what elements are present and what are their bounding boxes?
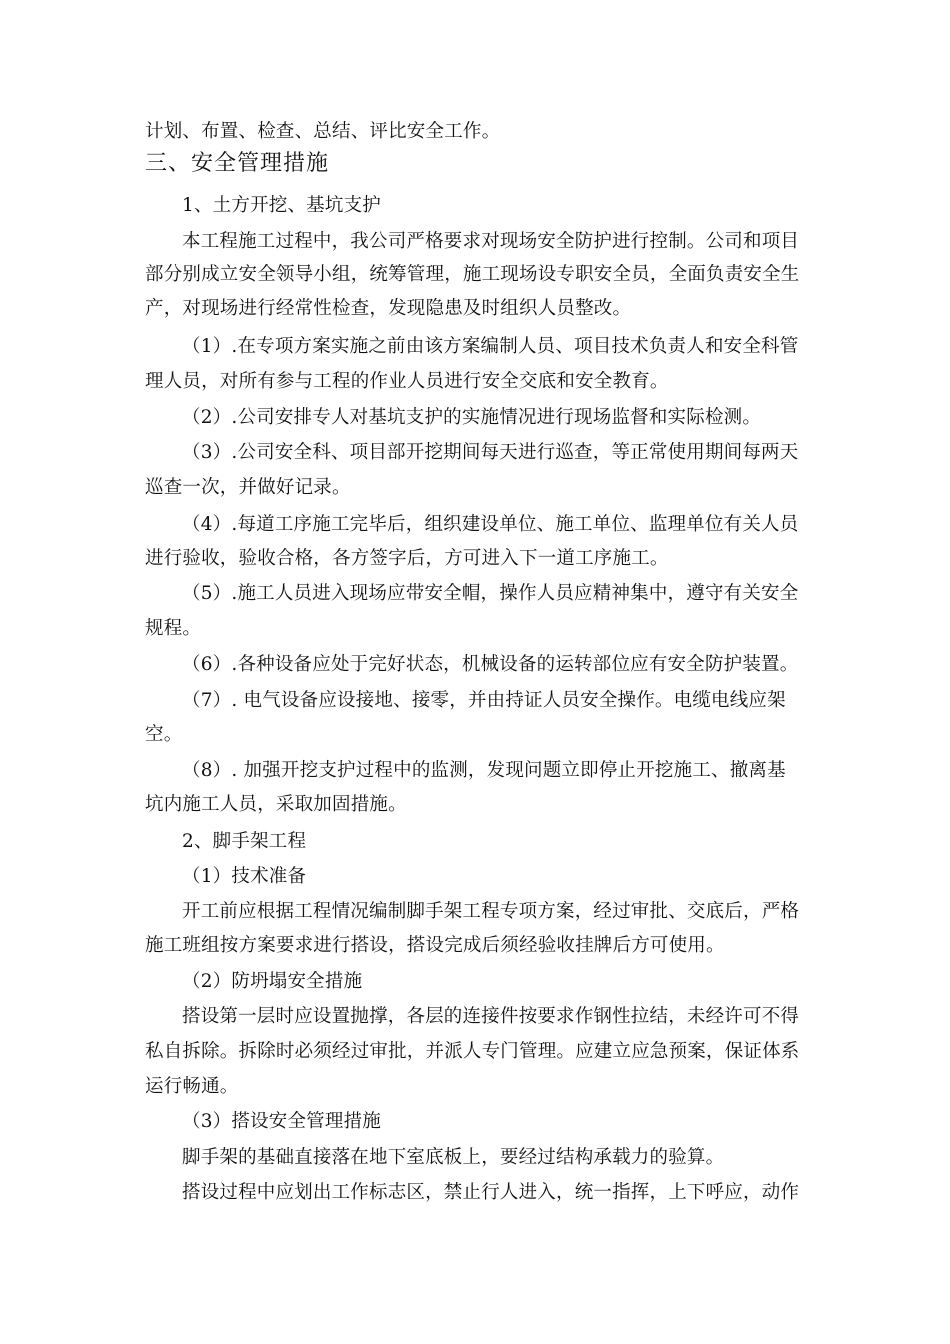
list-item-line: （5）.施工人员进入现场应带安全帽，操作人员应精神集中，遵守有关安全 — [182, 583, 799, 604]
subsection-heading: 2、脚手架工程 — [182, 831, 307, 852]
list-item-line: （8）. 加强开挖支护过程中的监测，发现问题立即停止开挖施工、撤离基 — [182, 760, 786, 781]
list-item-line: 进行验收，验收合格，各方签字后，方可进入下一道工序施工。 — [145, 548, 669, 569]
list-item-line: 空。 — [145, 724, 183, 745]
subsection-heading: （1）技术准备 — [182, 866, 307, 887]
list-item-line: （4）.每道工序施工完毕后，组织建设单位、施工单位、监理单位有关人员 — [182, 514, 799, 535]
paragraph-line: 产，对现场进行经常性检查，发现隐患及时组织人员整改。 — [145, 298, 632, 319]
paragraph-line: 施工班组按方案要求进行搭设，搭设完成后须经验收挂牌后方可使用。 — [145, 935, 725, 956]
list-item-line: （1）.在专项方案实施之前由该方案编制人员、项目技术负责人和安全科管 — [182, 336, 799, 357]
subsection-heading: 1、土方开挖、基坑支护 — [182, 195, 381, 216]
text-line: 计划、布置、检查、总结、评比安全工作。 — [145, 121, 501, 142]
paragraph-line: 本工程施工过程中，我公司严格要求对现场安全防护进行控制。公司和项目 — [182, 231, 800, 252]
subsection-heading: （3）搭设安全管理措施 — [182, 1111, 381, 1132]
list-item-line: 理人员，对所有参与工程的作业人员进行安全交底和安全教育。 — [145, 371, 669, 392]
paragraph-line: 搭设过程中应划出工作标志区，禁止行人进入，统一指挥，上下呼应，动作 — [182, 1182, 800, 1203]
section-heading: 三、安全管理措施 — [145, 151, 330, 176]
list-item-line: （3）.公司安全科、项目部开挖期间每天进行巡查，等正常使用期间每两天 — [182, 442, 799, 463]
list-item-line: （7）. 电气设备应设接地、接零，并由持证人员安全操作。电缆电线应架 — [182, 690, 786, 711]
paragraph-line: 私自拆除。拆除时必须经过审批，并派人专门管理。应建立应急预案，保证体系 — [145, 1041, 800, 1062]
list-item-line: 坑内施工人员，采取加固措施。 — [145, 794, 407, 815]
list-item-line: （6）.各种设备应处于完好状态，机械设备的运转部位应有安全防护装置。 — [182, 654, 799, 675]
list-item-line: （2）.公司安排专人对基坑支护的实施情况进行现场监督和实际检测。 — [182, 407, 762, 428]
paragraph-line: 运行畅通。 — [145, 1076, 239, 1097]
paragraph-line: 脚手架的基础直接落在地下室底板上，要经过结构承载力的验算。 — [182, 1147, 725, 1168]
paragraph-line: 开工前应根据工程情况编制脚手架工程专项方案，经过审批、交底后，严格 — [182, 901, 800, 922]
list-item-line: 规程。 — [145, 618, 202, 639]
subsection-heading: （2）防坍塌安全措施 — [182, 971, 363, 992]
paragraph-line: 搭设第一层时应设置抛撑，各层的连接件按要求作钢性拉结，未经许可不得 — [182, 1006, 800, 1027]
paragraph-line: 部分别成立安全领导小组，统筹管理，施工现场设专职安全员，全面负责安全生 — [145, 264, 800, 285]
list-item-line: 巡查一次，并做好记录。 — [145, 477, 351, 498]
